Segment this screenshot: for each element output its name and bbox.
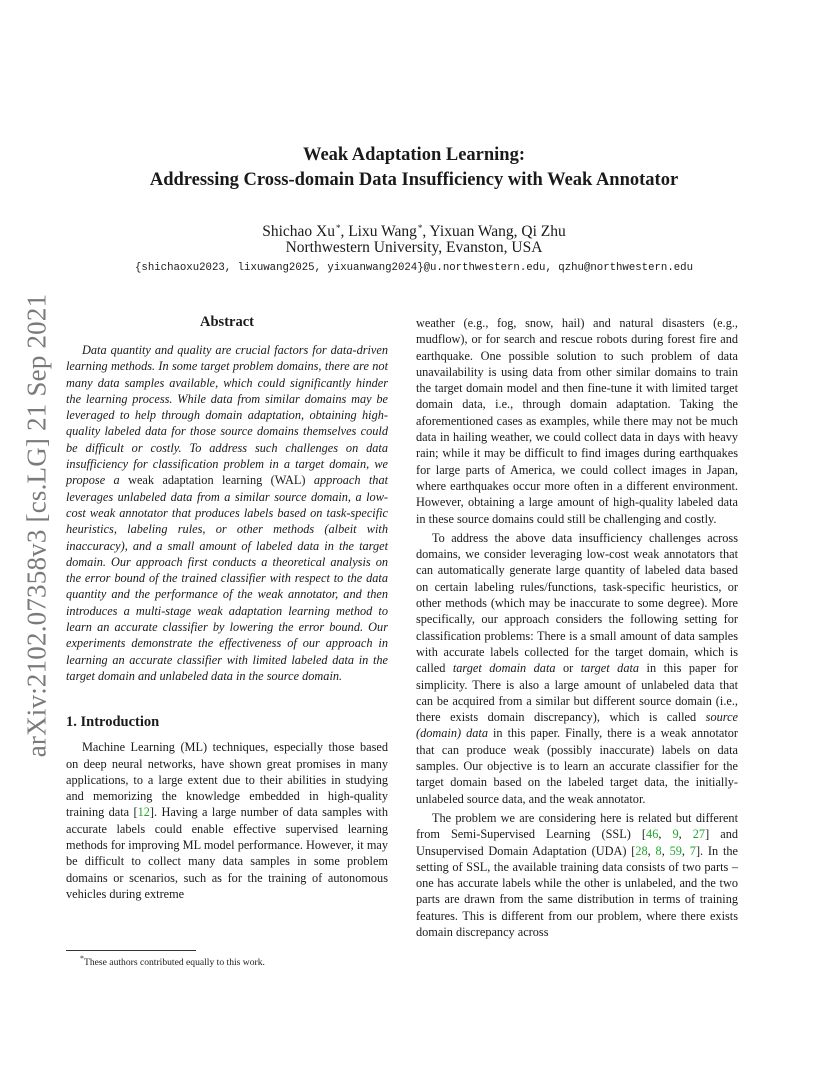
- citation-link[interactable]: 8: [655, 843, 662, 858]
- arxiv-identifier: arXiv:2102.07358v3 [cs.LG] 21 Sep 2021: [21, 293, 52, 757]
- body-paragraph: To address the above data insufficiency challenges across domains, we consider leveraging low-cost weak annotators that can automatically generate large quantity of labeled data based on certain labeling rules/functions, task-specific heuristics, or other methods (which may be inaccurate to some degree). More specifically, our approach considers the following setting for classification problems: There is a small amount of data samples with accurate labels collected for the target domain, which is called target domain data or target data in this paper for simplicity. There is also a large amount of unlabeled data that can be acquired from a similar but different source domain (i.e., there exists domain discrepancy), which is called source (domain) data in this paper. Finally, there is a weak annotator that can produce weak (possibly inaccurate) labels on data samples. Our objective is to learn an accurate classifier for the target domain based on the labeled target data, the initially-unlabeled source data, and the weak annotator.: [416, 530, 739, 806]
- abstract-text: Data quantity and quality are crucial factors for data-driven learning methods. In some target problem domains, there are not many data samples available, which could significantly hinder the learning process. While data from similar domains may be leveraged to help through domain adaptation, obtaining high-quality labeled data for those source domains themselves could be difficult or costly. To address such challenges on data insufficiency for classification problem in a target domain, we propose a weak adaptation learning (WAL) approach that leverages unlabeled data from a similar source domain, a low-cost weak annotator that produces labels based on task-specific heuristics, labeling rules, or other methods (albeit with inaccuracy), and a small amount of labeled data in the target domain. Our approach first conducts a theoretical analysis on the error bound of the trained classifier with respect to the data quantity and the performance of the weak annotator, and then introduces a multi-stage weak adaptation learning method to learn an accurate classifier by lowering the error bound. Our experiments demonstrate the effectiveness of our approach in learning an accurate classifier with limited labeled data in the target domain and unlabeled data in the source domain.: [66, 343, 389, 683]
- footnote-mark: *: [80, 954, 84, 963]
- right-column: [416, 315, 738, 940]
- intro-paragraph: Machine Learning (ML) techniques, especially those based on deep neural networks, have shown great promises in many applications, to a large extent due to their abilities in studying and memorizing the knowledge embedded in high-quality training data [12]. Having a large number of data samples with accurate labels could enable effective supervised learning methods for improving ML model performance. However, it may be difficult to collect many data samples in some problem domains or scenarios, such as for the training of autonomous vehicles during extreme: [66, 740, 388, 901]
- citation-link[interactable]: 12: [137, 805, 150, 820]
- arxiv-sidebar: [14, 290, 60, 760]
- citation-link[interactable]: 46: [646, 827, 659, 842]
- affiliation: Northwestern University, Evanston, USA: [285, 239, 543, 256]
- body-paragraph: weather (e.g., fog, snow, hail) and natural disasters (e.g., mudflow), or for search and rescue robots during forest fire and earthquake. One possible solution to such problem of data unavailability is using data from other similar domains to train the target domain model and then fine-tune it with limited target domain data, i.e., through domain adaptation. Taking the aforementioned cases as examples, while there may not be much data in hailing weather, we could collect data in days with heavy rain; while it may be difficult to find images during earthquakes for large parts of America, we could collect images in Japan, where earthquakes occur more often in a different environment. However, obtaining a large amount of high-quality labeled data in these source domains could still be challenging and costly.: [416, 316, 738, 526]
- footnote-text: These authors contributed equally to this work.: [84, 957, 265, 969]
- author-1: Shichao Xu: [262, 223, 335, 240]
- citation-link[interactable]: 7: [689, 843, 696, 858]
- footnote: [66, 953, 388, 969]
- title-line-2: Addressing Cross-domain Data Insufficiency with Weak Annotator: [149, 170, 679, 190]
- body-paragraph: The problem we are considering here is related but different from Semi-Supervised Learning (SSL) [46, 9, 27] and Unsupervised Domain Adaptation (UDA) [28, 8, 59, 7]. In the setting of SSL, the available training data consists of two parts – one has accurate labels while the other is unlabeled, and the two parts are drawn from the same distribution in terms of training features. This is different from our problem, where there exists domain discrepancy across: [416, 810, 738, 939]
- equal-contribution-mark: *: [417, 223, 423, 233]
- term-target-data: target data: [580, 661, 640, 676]
- citation-link[interactable]: 59: [669, 843, 682, 858]
- citation-link[interactable]: 27: [692, 827, 706, 842]
- citation-link[interactable]: 28: [635, 843, 648, 858]
- term-source-data: source (domain) data: [416, 710, 738, 741]
- author-3: Yixuan Wang, Qi Zhu: [429, 223, 566, 240]
- author-emails: {shichaoxu2023, lixuwang2025, yixuanwang2024}@u.northwestern.edu, qzhu@northwestern.edu: [135, 262, 693, 274]
- footnote-rule: [66, 950, 196, 951]
- title-line-1: Weak Adaptation Learning:: [302, 145, 526, 165]
- citation-link[interactable]: 9: [672, 827, 679, 842]
- paper-title: [64, 143, 764, 193]
- abstract-heading: Abstract: [200, 314, 254, 330]
- author-2: Lixu Wang: [348, 223, 417, 240]
- term-target-domain-data: target domain data: [452, 661, 556, 676]
- equal-contribution-mark: *: [335, 223, 341, 233]
- wal-term: weak adaptation learning (WAL): [128, 473, 306, 488]
- left-column: [66, 313, 388, 902]
- authors: Shichao Xu*, Lixu Wang*, Yixuan Wang, Qi Zhu: [262, 223, 566, 240]
- section-heading-introduction: 1. Introduction: [66, 714, 160, 731]
